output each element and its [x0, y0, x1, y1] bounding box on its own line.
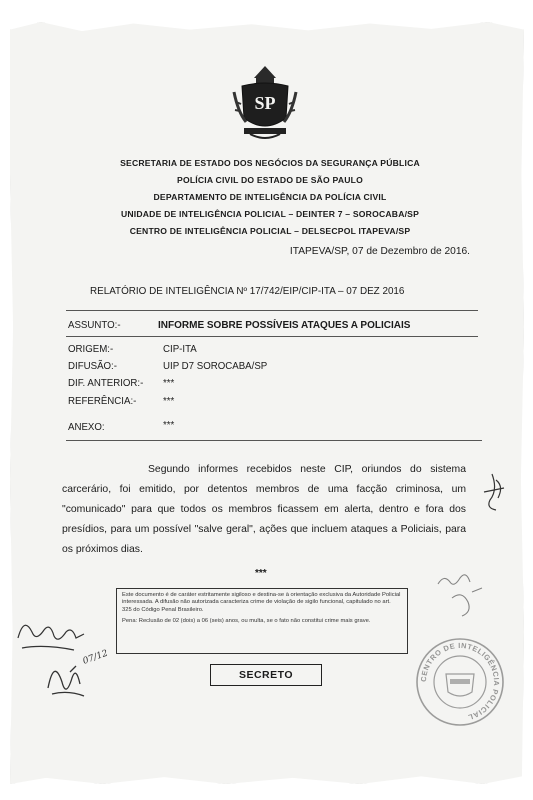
difusao-label: DIFUSÃO:- [68, 361, 117, 372]
referencia-label: REFERÊNCIA:- [68, 396, 137, 407]
separator-stars: *** [255, 568, 267, 579]
agency-header [60, 155, 480, 240]
classification-label: SECRETO [210, 664, 322, 686]
anexo-value: *** [163, 420, 175, 431]
stamp-text: CENTRO DE INTELIGÊNCIA POLICIAL [418, 640, 502, 723]
divider-bottom [66, 440, 482, 441]
anexo-label: ANEXO: [68, 422, 105, 433]
notice-text: Este documento é de caráter estritamente sigiloso e destina-se à orientação exclusiva da Autoridade Policial interessada. A difusão não autorizada caracteriza crime de violação de sigilo funcional, capitulado no art. 325 do Código Penal Brasileiro. [122, 592, 401, 613]
assunto-value: INFORME SOBRE POSSÍVEIS ATAQUES A POLICIAIS [158, 320, 411, 331]
header-line-5: CENTRO DE INTELIGÊNCIA POLICIAL – DELSECPOL ITAPEVA/SP [129, 226, 411, 236]
header-line-3: DEPARTAMENTO DE INTELIGÊNCIA DA POLÍCIA CIVIL [153, 192, 387, 202]
confidentiality-notice [116, 588, 408, 654]
referencia-value: *** [163, 396, 175, 407]
origem-value: CIP-ITA [163, 344, 197, 355]
margin-handwriting [432, 562, 488, 626]
divider-subject [66, 336, 478, 337]
header-line-1: SECRETARIA DE ESTADO DOS NEGÓCIOS DA SEGURANÇA PÚBLICA [120, 158, 420, 168]
sao-paulo-crest [232, 62, 298, 144]
crest-letters: SP [254, 93, 276, 113]
report-body: Segundo informes recebidos neste CIP, oriundos do sistema carcerário, foi emitido, por detentos membros de uma facção criminosa, um "comunicado" para que todos os membros ficassem em alerta, dentro e fora dos presídios, para um possível "salve geral", ações que incluem ataques a Policiais, para os próximos dias. [62, 464, 466, 555]
dif-anterior-value: *** [163, 378, 175, 389]
handwritten-initials [40, 648, 110, 704]
dateline: ITAPEVA/SP, 07 de Dezembro de 2016. [289, 246, 470, 257]
origem-label: ORIGEM:- [68, 344, 114, 355]
header-line-4: UNIDADE DE INTELIGÊNCIA POLICIAL – DEINTER 7 – SOROCABA/SP [120, 209, 420, 219]
margin-mark [478, 470, 510, 514]
divider-top [66, 310, 478, 311]
dif-anterior-label: DIF. ANTERIOR:- [68, 378, 144, 389]
handwritten-date: 07/12 [81, 648, 110, 667]
notice-penalty: Pena: Reclusão de 02 (dois) a 06 (seis) anos, ou multa, se o fato não constitui crime mais grave. [122, 617, 371, 624]
report-title: RELATÓRIO DE INTELIGÊNCIA Nº 17/742/EIP/CIP-ITA – 07 DEZ 2016 [90, 286, 405, 297]
difusao-value: UIP D7 SOROCABA/SP [163, 361, 268, 372]
assunto-label: ASSUNTO:- [68, 320, 121, 331]
header-line-2: POLÍCIA CIVIL DO ESTADO DE SÃO PAULO [177, 175, 363, 185]
cip-round-stamp [414, 636, 506, 728]
